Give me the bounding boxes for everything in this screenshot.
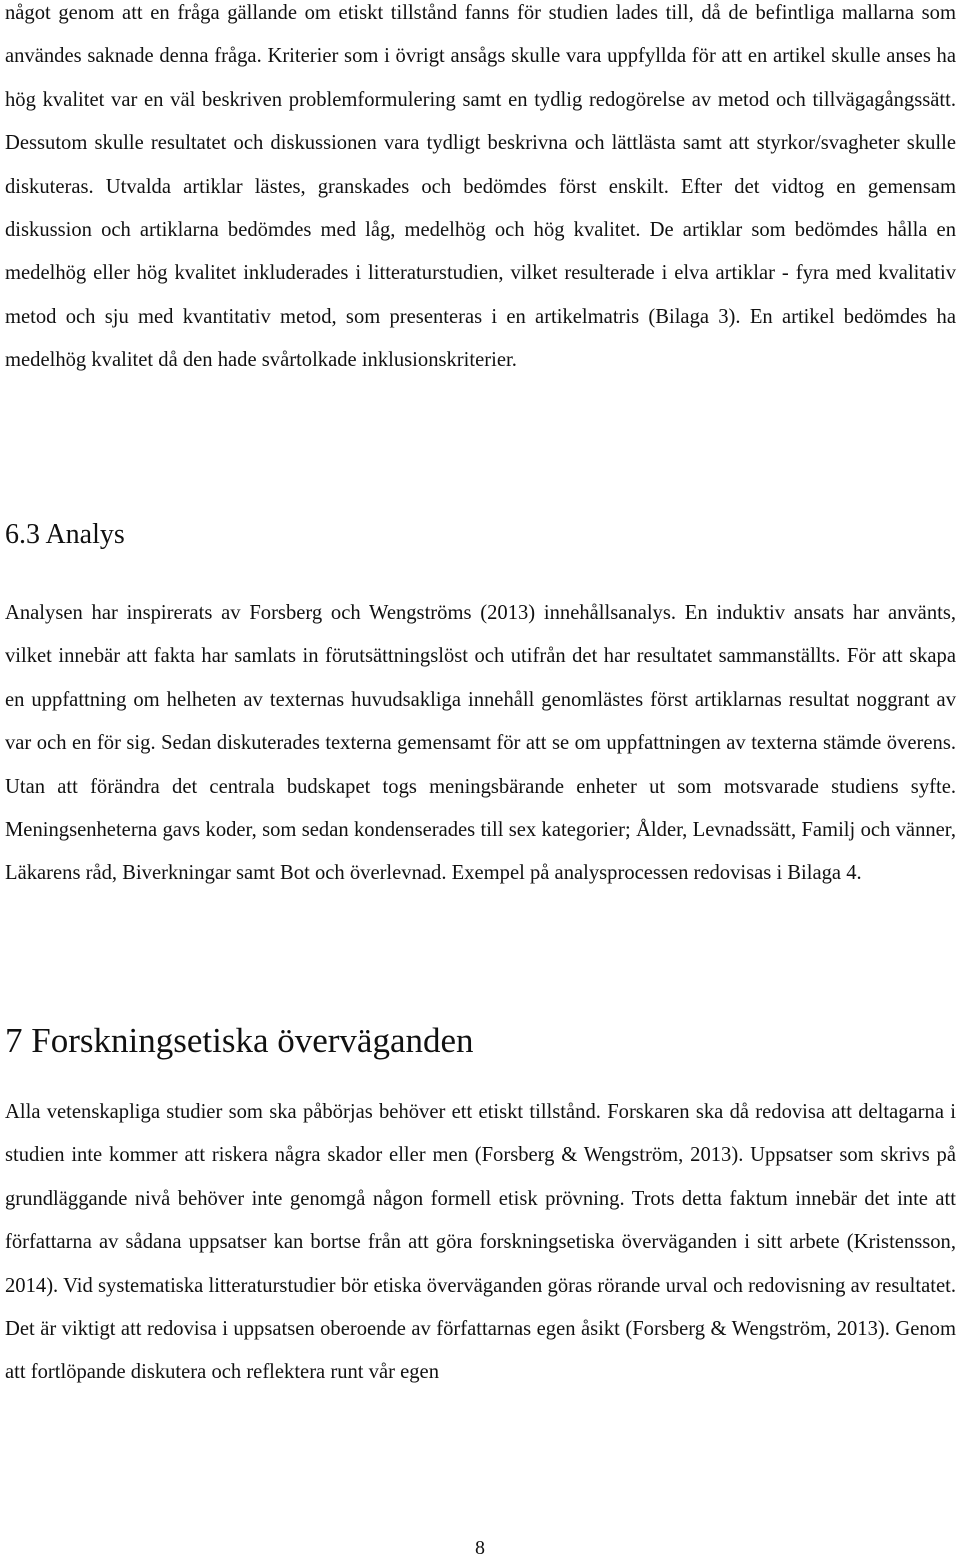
document-page xyxy=(5,0,956,1384)
chapter-heading-forskningsetiska: 7 Forskningsetiska överväganden xyxy=(5,1021,474,1060)
paragraph-ethics: Alla vetenskapliga studier som ska påbörjas behöver ett etiskt tillstånd. Forskaren ska då redovisa att deltagarna i studien inte kommer att riskera några skador eller men (Forsberg & Wengström, 2013). Uppsatser som skrivs på grundläggande nivå behöver inte genomgå någon formell etisk prövning. Trots detta faktum innebär det inte att författarna av sådana uppsatser kan bortse från att göra forskningsetiska överväganden i sitt arbete (Kristensson, 2014). Vid systematiska litteraturstudier bör etiska överväganden göras rörande urval och redovisning av resultatet. Det är viktigt att redovisa i uppsatsen oberoende av författarnas egen åsikt (Forsberg & Wengström, 2013). Genom att fortlöpande diskutera och reflektera runt vår egen xyxy=(5,1101,956,1384)
page-number: 8 xyxy=(475,1537,485,1559)
paragraph-analysis: Analysen har inspirerats av Forsberg och Wengströms (2013) innehållsanalys. En induktiv ansats har använts, vilket innebär att fakta har samlats in förutsättningslöst och utifrån det har resultatet sammanställts. För att skapa en uppfattning om helheten av texternas huvudsakliga innehåll genomlästes först artiklarnas resultat noggrant av var och en för sig. Sedan diskuterades texterna gemensamt för att se om uppfattningen av texterna stämde överens. Utan att förändra det centrala budskapet togs meningsbärande enheter ut som motsvarade studiens syfte. Meningsenheterna gavs koder, som sedan kondenserades till sex kategorier; Ålder, Levnadssätt, Familj och vänner, Läkarens råd, Biverkningar samt Bot och överlevnad. Exempel på analysprocessen redovisas i Bilaga 4. xyxy=(5,602,956,885)
paragraph-quality-assessment: något genom att en fråga gällande om etiskt tillstånd fanns för studien lades till, då de befintliga mallarna som användes saknade denna fråga. Kriterier som i övrigt ansågs skulle vara uppfyllda för att en artikel skulle anses ha hög kvalitet var en väl beskriven problemformulering samt en tydlig redogörelse av metod och tillvägagångssätt. Dessutom skulle resultatet och diskussionen vara tydligt beskrivna och lättlästa samt att styrkor/svagheter skulle diskuteras. Utvalda artiklar lästes, granskades och bedömdes först enskilt. Efter det vidtog en gemensam diskussion och artiklarna bedömdes med låg, medelhög och hög kvalitet. De artiklar som bedömdes hålla en medelhög eller hög kvalitet inkluderades i litteraturstudien, vilket resulterade i elva artiklar - fyra med kvalitativ metod och sju med kvantitativ metod, som presenteras i en artikelmatris (Bilaga 3). En artikel bedömdes ha medelhög kvalitet då den hade svårtolkade inklusionskriterier. xyxy=(5,2,956,372)
section-heading-analys: 6.3 Analys xyxy=(5,519,125,550)
